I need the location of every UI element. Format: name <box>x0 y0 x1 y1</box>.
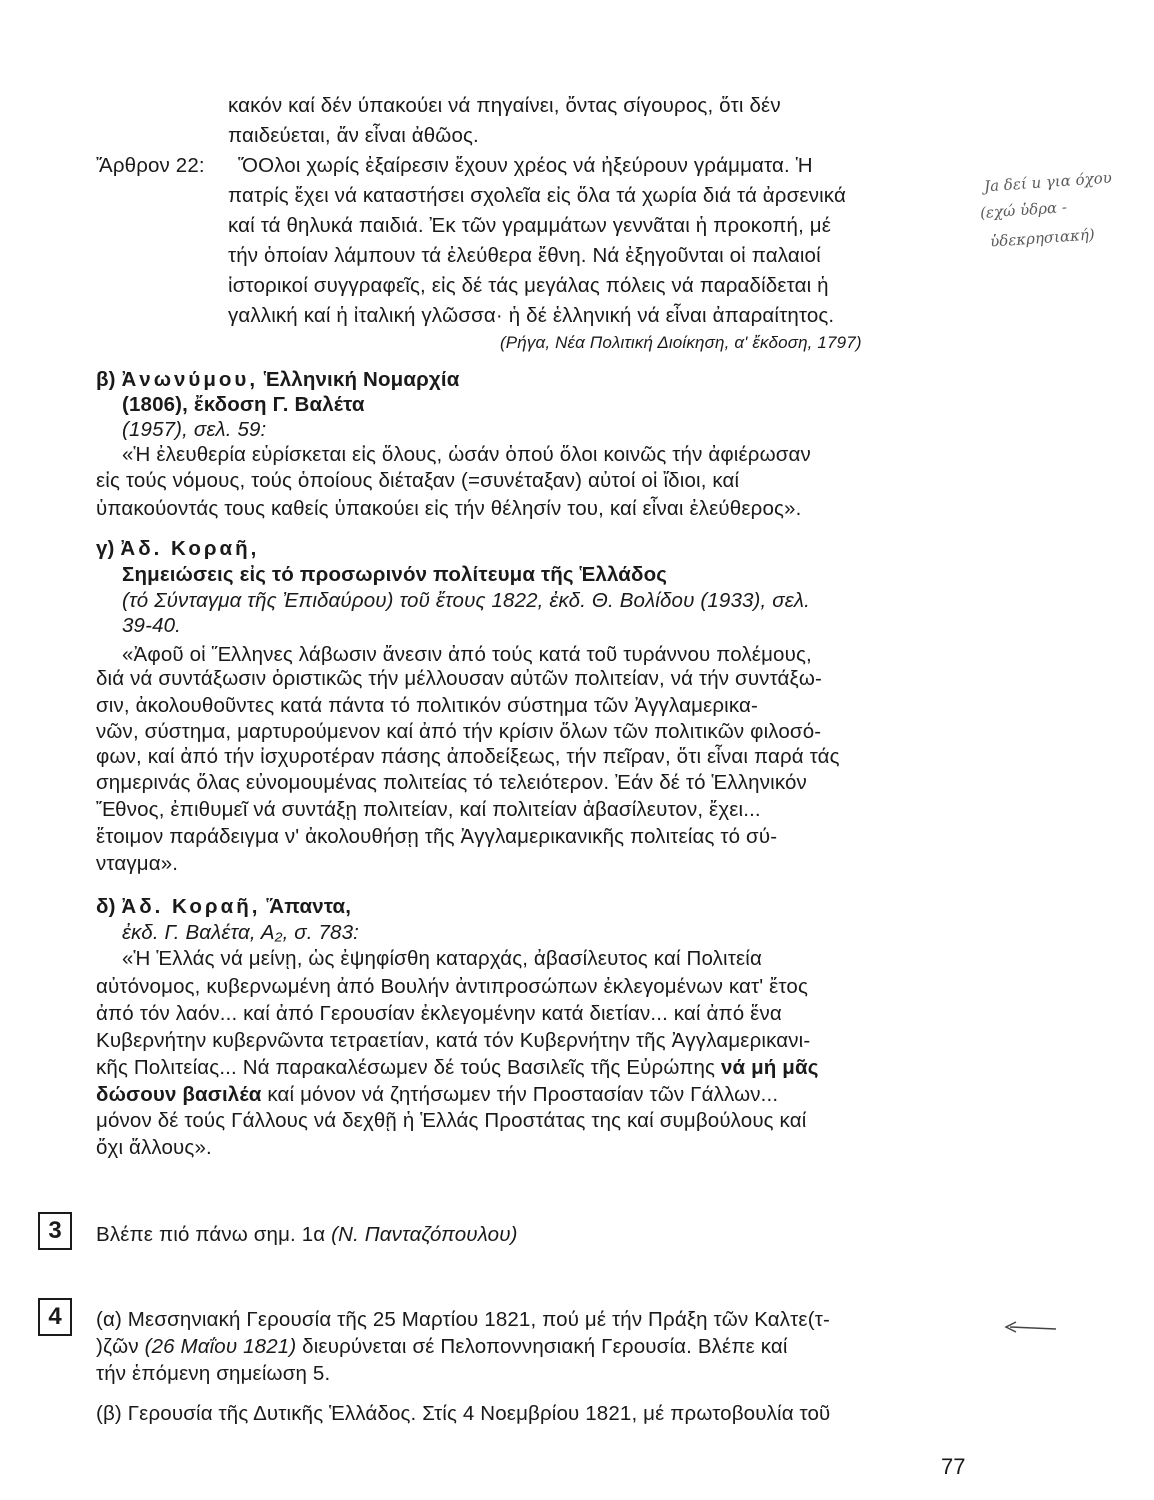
section-b-line-3: ὑπακούοντάς τους καθείς ὑπακούει εἰς τήν θέλησίν του, καί εἶναι ἐλεύθερος». <box>96 497 802 520</box>
note-3-ref: (Ν. Πανταζόπουλου) <box>331 1223 518 1246</box>
quote1-line-7: ἱστορικοί συγγραφεῖς, εἰς δέ τάς μεγάλας πόλεις νά παραδίδεται ἡ <box>228 274 829 297</box>
quote1-line-1: κακόν καί δέν ύπακούει νά πηγαίνει, ὄντας σίγουρος, ὅτι δέν <box>228 94 781 117</box>
note-4-number-box: 4 <box>38 1298 72 1336</box>
section-g-line-1: «Ἀφοῦ οἱ Ἕλληνες λάβωσιν ἄνεσιν ἀπό τούς κατά τοῦ τυράννου πολέμους, <box>122 643 812 666</box>
section-d-line-5-text: κῆς Πολιτείας... Νά παρακαλέσωμεν δέ τούς Βασιλεῖς τῆς Εὐρώπης <box>96 1056 716 1079</box>
quote1-line-2: παιδεύεται, ἄν εἶναι ἀθῶος. <box>228 124 479 147</box>
section-b-title: Ἑλληνική Νομαρχία <box>263 368 460 391</box>
section-b-marker: β) <box>96 368 116 391</box>
section-d-marker: δ) <box>96 895 116 918</box>
note-4-line-3: τήν ἑπόμενη σημείωση 5. <box>96 1362 331 1385</box>
article-label: Ἄρθρον 22: <box>96 154 205 177</box>
note-3-line <box>96 1220 518 1250</box>
note-4-line-2 <box>96 1332 788 1362</box>
section-g-ref-1: (τό Σύνταγμα τῆς Ἐπιδαύρου) τοῦ ἔτους 1822, ἐκδ. Θ. Βολίδου (1933), σελ. <box>122 589 810 612</box>
section-b-ref: (1957), σελ. 59: <box>122 418 267 441</box>
section-d-line-1: «Ἡ Ἑλλάς νά μείνῃ, ὡς ἐψηφίσθη καταρχάς, ἀβασίλευτος καί Πολιτεία <box>122 947 762 970</box>
section-g-line-8: ἕτοιμον παράδειγμα ν' ἀκολουθήσῃ τῆς Ἀγγλαμερικανικῆς πολιτείας τό σύ- <box>96 825 778 848</box>
section-g-line-6: σημερινάς ὅλας εὐνομουμένας πολιτείας τό τελειότερον. Ἐάν δέ τό Ἑλληνικόν <box>96 771 807 794</box>
note-4-line-4: (β) Γερουσία τῆς Δυτικῆς Ἑλλάδος. Στίς 4 Νοεμβρίου 1821, μέ πρωτοβουλία τοῦ <box>96 1402 831 1425</box>
note-3-number-box: 3 <box>38 1212 72 1250</box>
note-4-line-2-date: (26 Μαΐου 1821) <box>144 1335 297 1358</box>
section-d-line-8: ὄχι ἄλλους». <box>96 1136 212 1159</box>
section-b-line-1: «Ἡ ἐλευθερία εὑρίσκεται εἰς ὅλους, ὡσάν ὁπού ὅλοι κοινῶς τήν ἀφιέρωσαν <box>122 443 811 466</box>
margin-note-line-3: ὑδεκρησιακή) <box>989 225 1096 251</box>
section-d-line-7: μόνον δέ τούς Γάλλους νά δεχθῇ ἡ Ἑλλάς Προστάτας της καί συμβούλους καί <box>96 1109 807 1132</box>
section-g-line-3: σιν, ἀκολουθοῦντες κατά πάντα τό πολιτικόν σύστημα τῶν Ἀγγλαμερικα- <box>96 694 758 717</box>
section-b-author: Ἀνωνύμου, <box>121 368 259 391</box>
section-d-title: Ἅπαντα, <box>266 895 352 918</box>
note-3-text: Βλέπε πιό πάνω σημ. 1α <box>96 1223 326 1246</box>
section-g-line-5: φων, καί ἀπό τήν ἰσχυροτέραν πάσης ἀποδείξεως, τήν πεῖραν, ὅτι εἶναι παρά τάς <box>96 745 840 768</box>
page-number: 77 <box>941 1454 966 1479</box>
section-g-line-9: νταγμα». <box>96 852 179 875</box>
section-g-marker: γ) <box>96 537 115 560</box>
section-g-title: Σημειώσεις εἰς τό προσωρινόν πολίτευμα τῆς Ἑλλάδος <box>122 563 668 586</box>
note-4-line-2-b: διευρύνεται σέ Πελοποννησιακή Γερουσία. Βλέπε καί <box>302 1335 788 1358</box>
note-4-line-2-a: )ζῶν <box>96 1335 139 1358</box>
section-d-line-6-text: καί μόνον νά ζητήσωμεν τήν Προστασίαν τῶν Γάλλων... <box>267 1083 779 1106</box>
section-g-ref-2: 39-40. <box>122 614 182 637</box>
quote1-line-6: τήν ὁποίαν λάμπουν τά ἐλεύθερα ἔθνη. Νά ἐξηγοῦνται οἱ παλαιοί <box>228 244 821 267</box>
margin-note-line-1: Ja δεί u για όχου <box>983 168 1113 196</box>
quote1-line-4: πατρίς ἔχει νά καταστήσει σχολεῖα εἰς ὅλα τά χωρία διά τά ἀρσενικά <box>228 184 846 207</box>
section-d-line-4: Κυβερνήτην κυβερνῶντα τετραετίαν, κατά τόν Κυβερνήτην τῆς Ἀγγλαμερικανι- <box>96 1029 811 1052</box>
section-d-bold-2: δώσουν βασιλέα <box>96 1083 262 1106</box>
section-g-author: Ἀδ. Κοραῆ, <box>120 537 260 560</box>
quote1-line-5: καί τά θηλυκά παιδιά. Ἐκ τῶν γραμμάτων γεννᾶται ἡ προκοπή, μέ <box>228 214 832 237</box>
margin-arrow-icon <box>1002 1318 1058 1338</box>
note-4-line-1: (α) Μεσσηνιακή Γερουσία τῆς 25 Μαρτίου 1821, πού μέ τήν Πράξη τῶν Καλτε(τ- <box>96 1308 830 1331</box>
section-d-bold-1: νά μή μᾶς <box>720 1056 819 1079</box>
section-b-line-2: εἰς τούς νόμους, τούς ὁποίους διέταξαν (=συνέταξαν) αὐτοί οἱ ἴδιοι, καί <box>96 469 740 492</box>
section-g-line-2: διά νά συντάξωσιν ὁριστικῶς τήν μέλλουσαν αὐτῶν πολιτείαν, νά τήν συντάξω- <box>96 667 823 690</box>
section-d-line-2: αὐτόνομος, κυβερνωμένη ἀπό Βουλήν ἀντιπροσώπων ἐκλεγομένων κατ' ἔτος <box>96 975 808 998</box>
quote1-line-3: ὍΟλοι χωρίς ἐξαίρεσιν ἔχουν χρέος νά ἠξεύρουν γράμματα. Ἡ <box>238 154 813 177</box>
margin-note-line-2: (εχώ ὑδρα - <box>979 197 1068 223</box>
section-d-line-3: ἀπό τόν λαόν... καί ἀπό Γερουσίαν ἐκλεγομένην κατά διετίαν... καί ἀπό ἕνα <box>96 1002 782 1025</box>
quote1-line-8: γαλλική καί ἡ ἰταλική γλῶσσα· ἡ δέ ἑλληνική νά εἶναι ἀπαραίτητος. <box>228 304 835 327</box>
quote1-citation: (Ρήγα, Νέα Πολιτική Διοίκηση, α' ἔκδοση, 1797) <box>500 333 862 352</box>
section-b-title2: (1806), ἔκδοση Γ. Βαλέτα <box>122 393 365 416</box>
section-d-author: Ἀδ. Κοραῆ, <box>121 895 261 918</box>
section-d-line-5 <box>96 1053 819 1083</box>
section-d-ref: ἐκδ. Γ. Βαλέτα, Α₂, σ. 783: <box>122 921 359 944</box>
section-g-line-4: νῶν, σύστημα, μαρτυρούμενον καί ἀπό τήν κρίσιν ὅλων τῶν πολιτικῶν φιλοσό- <box>96 720 822 743</box>
section-g-line-7: Ἔθνος, ἐπιθυμεῖ νά συντάξῃ πολιτείαν, καί πολιτείαν ἀβασίλευτον, ἔχει... <box>96 798 761 821</box>
